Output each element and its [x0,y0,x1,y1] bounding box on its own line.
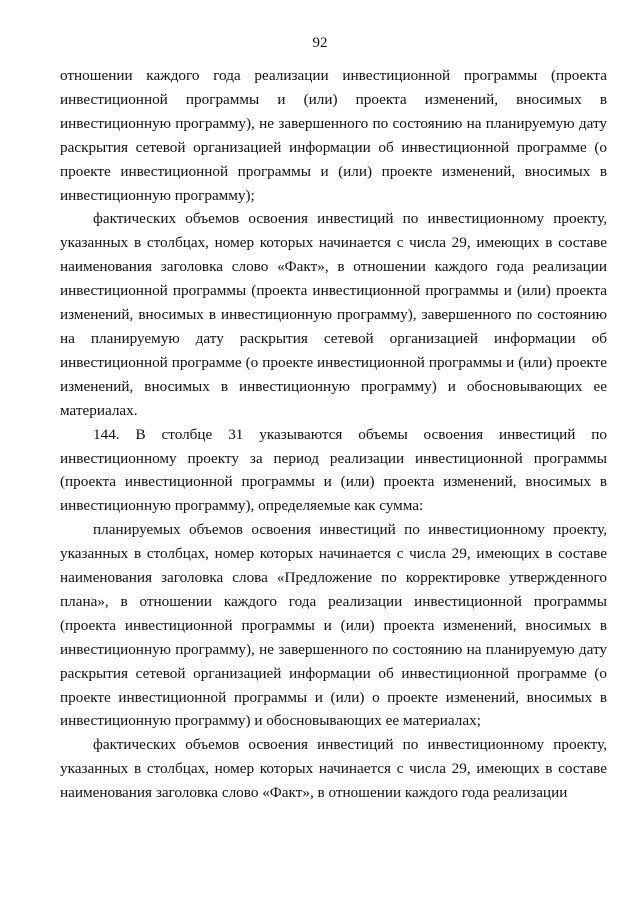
paragraph-5: фактических объемов освоения инвестиций по инвестиционному проекту, указанных в столбцах, номер которых начинается с числа 29, имеющих в составе наименования заголовка слово «Факт», в отношении каждого года реализации [60,736,607,802]
paragraph-1: отношении каждого года реализации инвестиционной программы (проекта инвестиционной программы и (или) проекта изменений, вносимых в инвестиционную программу), не завершенного по состоянию на планируемую дату раскрытия сетевой организацией информации об инвестиционной программе (о проекте инвестиционной программы и (или) проекте изменений, вносимых в инвестиционную программу); [60,67,607,204]
paragraph-3: 144. В столбце 31 указываются объемы освоения инвестиций по инвестиционному проекту за период реализации инвестиционной программы (проекта инвестиционной программы и (или) проекта изменений, вносимых в инвестиционную программу), определяемые как сумма: [60,425,607,515]
paragraph-4: планируемых объемов освоения инвестиций по инвестиционному проекту, указанных в столбцах, номер которых начинается с числа 29, имеющих в составе наименования заголовка слова «Предложение по корректировке утвержденного плана», в отношении каждого года реализации инвестиционной программы (проекта инвестиционной программы и (или) проекта изменений, вносимых в инвестиционную программу), не завершенного по состоянию на планируемую дату раскрытия сетевой организацией информации об инвестиционной программе (о проекте инвестиционной программы и (или) о проекте изменений, вносимых в инвестиционную программу) и обосновывающих ее материалах; [60,521,607,730]
document-body [60,64,607,805]
page-number: 92 [312,35,328,51]
paragraph-2: фактических объемов освоения инвестиций по инвестиционному проекту, указанных в столбцах, номер которых начинается с числа 29, имеющих в составе наименования заголовка слово «Факт», в отношении каждого года реализации инвестиционной программы (проекта инвестиционной программы и (или) проекта изменений, вносимых в инвестиционную программу), завершенного по состоянию на планируемую дату раскрытия сетевой организацией информации об инвестиционной программе (о проекте инвестиционной программы и (или) проекте изменений, вносимых в инвестиционную программу) и обосновывающих ее материалах. [60,210,607,419]
